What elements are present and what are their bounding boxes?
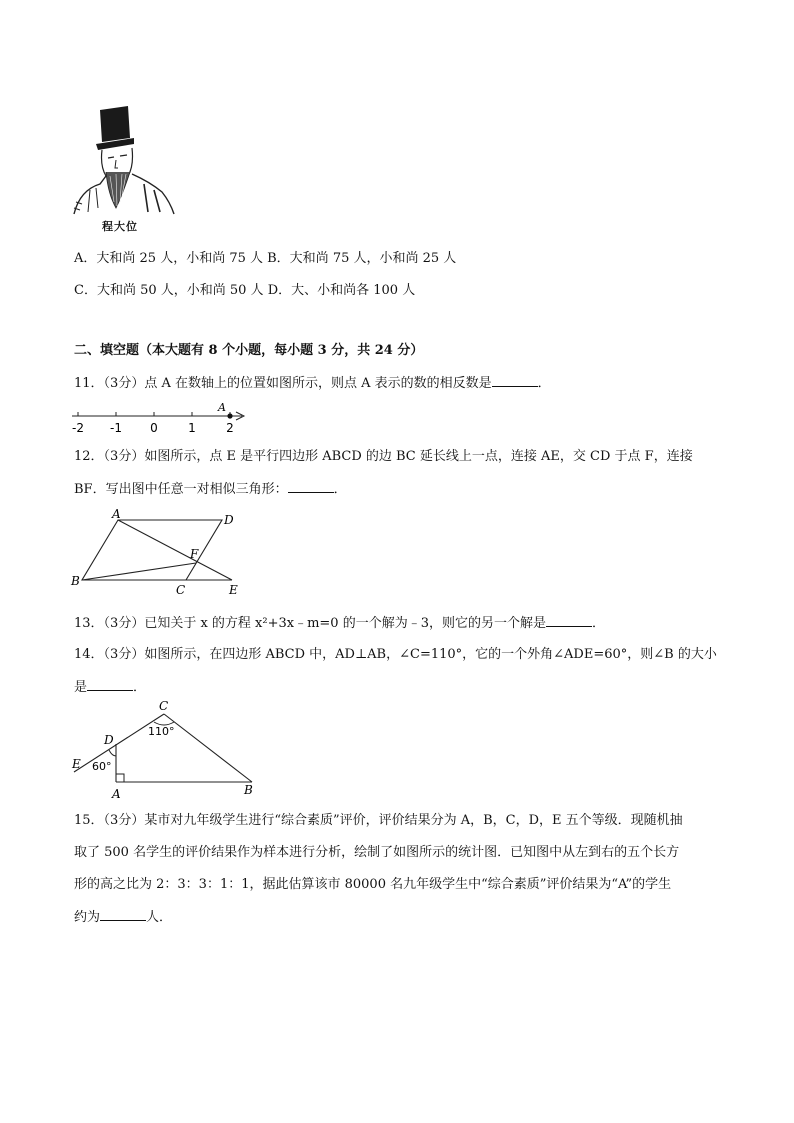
number-line-tick-label: 0 [150,421,158,434]
q11-text [74,374,551,393]
q12-line1: 12．（3分）如图所示，点 E 是平行四边形 ABCD 的边 BC 延长线上一点，连接 AE，交 CD 于点 F，连接 [74,449,693,464]
q14-figure [68,698,268,802]
number-line-tick-label: -1 [110,421,122,434]
label-f: F [190,547,199,561]
q13-answer-blank[interactable] [546,614,592,627]
label-c: C [159,699,169,713]
q12-figure [68,508,248,600]
angle-d-arc [109,750,116,756]
segment-bf [82,563,196,580]
q15-line3: 形的高之比为 2：3：3：1：1，据此估算该市 80000 名九年级学生中“综合素质”评价结果为“A”的学生 [74,877,672,892]
q13-text-after: ． [591,616,605,631]
q12-text-before: BF．写出图中任意一对相似三角形： [74,482,288,497]
q13-text-before: 13．（3分）已知关于 x 的方程 x²+3x﹣m=0 的一个解为﹣3，则它的另一个解是 [74,616,546,631]
number-line-tick-label: 2 [226,421,234,434]
point-a-marker [227,413,232,418]
number-line-tick-label: 1 [188,421,196,434]
segment-ae [118,520,232,580]
q12-line2 [74,480,347,499]
label-a: A [112,508,121,521]
portrait-illustration [70,104,178,234]
q14-line2 [74,678,146,697]
segment-ce [74,714,164,772]
q12-text-after: ． [333,482,347,497]
label-b: B [71,574,80,588]
label-d: D [104,733,114,747]
q11-number-line [70,398,250,434]
right-angle-mark [116,774,124,782]
q15-line2: 取了 500 名学生的评价结果作为样本进行分析，绘制了如图所示的统计图．已知图中从左到右的五个长方 [74,845,680,860]
q14-text-after: ． [133,680,147,695]
section-heading: 二、填空题（本大题有 8 个小题，每小题 3 分，共 24 分） [74,343,424,358]
label-e: E [72,757,81,771]
q11-text-after: ． [537,376,551,391]
q11-answer-blank[interactable] [492,374,538,387]
parallelogram-abcd [82,520,222,580]
q10-options-line1: A．大和尚 25 人，小和尚 75 人 B．大和尚 75 人，小和尚 25 人 [74,251,457,266]
number-line-tick-label: -2 [72,421,84,434]
label-e: E [229,583,238,597]
portrait-caption: 程大位 [102,220,138,233]
q11-text-before: 11．（3分）点 A 在数轴上的位置如图所示，则点 A 表示的数的相反数是 [74,376,492,391]
q14-answer-blank[interactable] [87,678,133,691]
point-a-label: A [218,401,226,414]
q13-text [74,614,605,633]
angle-d-value: 60° [92,760,112,773]
label-a: A [112,787,121,801]
angle-c-value: 110° [148,725,175,738]
q10-options-line2: C．大和尚 50 人，小和尚 50 人 D．大、小和尚各 100 人 [74,283,416,298]
q15-answer-blank[interactable] [100,908,146,921]
q15-text-after: 人． [146,910,173,925]
q14-text-before: 是 [74,680,88,695]
q15-text-before: 约为 [74,910,101,925]
q12-answer-blank[interactable] [288,480,334,493]
portrait-figure [70,104,178,234]
q15-line1: 15．（3分）某市对九年级学生进行“综合素质”评价，评价结果分为 A，B，C，D，E 五个等级．现随机抽 [74,813,683,828]
label-b: B [244,783,253,797]
label-d: D [224,513,234,527]
label-c: C [176,583,186,597]
q14-line1: 14．（3分）如图所示，在四边形 ABCD 中，AD⊥AB，∠C=110°，它的一个外角∠ADE=60°，则∠B 的大小 [74,647,717,662]
q15-line4 [74,908,172,927]
segment-bc [164,714,252,782]
